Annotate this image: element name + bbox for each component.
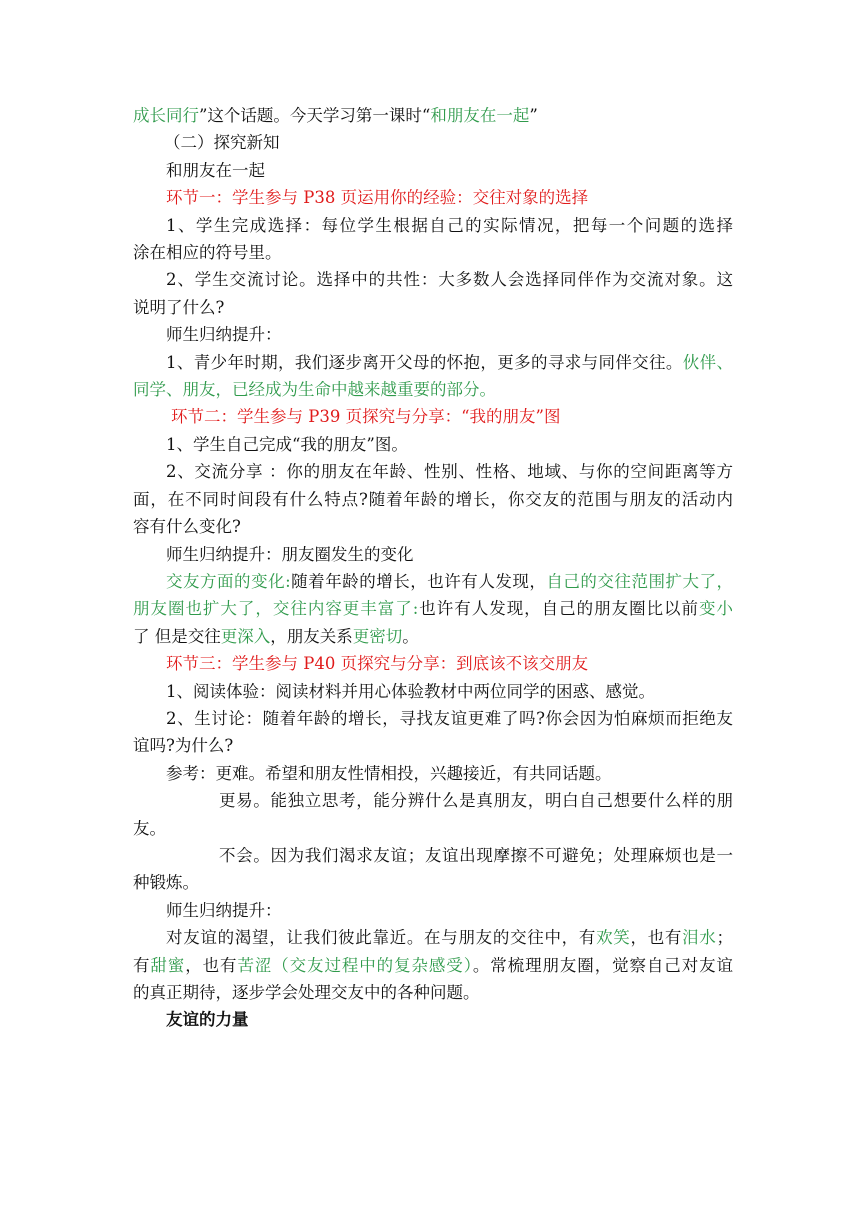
document-body [133,102,733,1034]
text-segment: 1、学生完成选择：每位学生根据自己的实际情况，把每一个问题的选择 [166,215,733,235]
text-line [133,541,733,568]
text-segment: ”这个话题。今天学习第一课时“ [199,106,431,125]
text-line [133,979,733,1006]
text-line [133,431,733,458]
text-segment: 师生归纳提升：朋友圈发生的变化 [166,544,414,564]
text-line [133,349,733,376]
text-line [133,924,733,951]
text-segment: 更易。能独立思考，能分辨什么是真朋友，明白自己想要什么样的朋 [219,791,733,811]
text-segment: 谊吗?为什么? [133,736,234,756]
text-segment: 说明了什么? [133,297,225,317]
text-segment: 涂在相应的符号里。 [133,243,282,263]
step-heading-2 [133,403,733,430]
text-segment: 变小 [699,599,733,619]
text-line [133,102,733,129]
text-line [133,732,733,759]
text-segment: ，朋友关系 [270,626,353,646]
text-segment: 同学、朋友，已经成为生命中越来越重要的部分。 [133,380,496,400]
text-segment: 不会。因为我们渴求友谊；友谊出现摩擦不可避免；处理麻烦也是一 [219,845,733,865]
text-segment: 参考：更难。希望和朋友性情相投，兴趣接近，有共同话题。 [166,763,612,783]
text-line [133,321,733,348]
text-segment: 师生归纳提升： [166,325,282,345]
text-line [133,760,733,787]
text-line [133,239,733,266]
text-segment: 交友方面的变化: [166,571,291,591]
text-segment: 环节三：学生参与 P40 页探究与分享：到底该不该交朋友 [166,654,589,674]
text-segment: 泪水 [682,928,717,948]
text-segment: 。 [402,626,419,646]
text-segment: ； [716,928,733,948]
text-segment: 友谊的力量 [166,1010,249,1030]
text-segment: 1、青少年时期，我们逐步离开父母的怀抱，更多的寻求与同伴交往。 [166,352,683,372]
step-heading-1 [133,184,733,211]
text-segment: 苦涩（交友过程中的复杂感受） [237,955,473,975]
text-line [133,486,733,513]
text-line [133,376,733,403]
section-heading-friendship-power [133,1006,733,1033]
text-segment: 朋友圈也扩大了，交往内容更丰富了: [133,599,419,619]
text-segment: 和朋友在一起 [430,106,530,125]
text-segment: 更深入 [220,626,271,646]
text-line [133,266,733,293]
text-segment: 2、交流分享 ：你的朋友在年龄、性别、性格、地域、与你的空间距离等方 [166,462,733,482]
text-segment: 欢笑 [596,928,631,948]
text-segment: 更密切 [352,626,403,646]
text-segment: 。常梳理朋友圈，觉察自己对友谊 [472,955,734,975]
text-segment: 2、学生交流讨论。选择中的共性：大多数人会选择同伴作为交流对象。这 [166,270,733,290]
step-heading-3 [133,650,733,677]
text-segment: 对友谊的渴望，让我们彼此靠近。在与朋友的交往中，有 [166,928,597,948]
section-heading-explore [133,129,733,156]
text-line [133,595,733,622]
text-line [133,513,733,540]
text-segment: 成长同行 [133,106,199,125]
text-line [133,678,733,705]
text-line [133,568,733,595]
text-segment: 1、学生自己完成“我的朋友”图。 [166,434,408,454]
text-segment: 容有什么变化? [133,517,241,537]
text-segment: 随着年龄的增长，也许有人发现， [290,571,547,591]
text-segment: 2、生讨论：随着年龄的增长，寻找友谊更难了吗?你会因为怕麻烦而拒绝友 [166,708,733,728]
text-segment: ，也有 [630,928,683,948]
subsection-heading [133,157,733,184]
text-segment: 面，在不同时间段有什么特点?随着年龄的增长，你交友的范围与朋友的活动内 [133,489,733,509]
text-line [133,212,733,239]
text-segment: 伙伴、 [682,352,734,372]
text-segment: 有 [133,955,151,975]
text-line [133,897,733,924]
text-segment: （二）探究新知 [164,133,280,153]
text-line [133,815,733,842]
text-line [133,952,733,979]
text-line [133,869,733,896]
text-segment: 种锻炼。 [133,873,199,893]
text-segment: 也许有人发现，自己的朋友圈比以前 [418,599,700,619]
text-segment: 师生归纳提升： [166,900,282,920]
text-segment: ，也有 [185,955,238,975]
text-segment: 环节二：学生参与 P39 页探究与分享：“我的朋友”图 [171,407,561,427]
text-segment: 了 但是交往 [133,626,221,646]
text-line [133,842,733,869]
text-segment: 1、阅读体验：阅读材料并用心体验教材中两位同学的困惑、感觉。 [166,681,655,701]
text-line [133,705,733,732]
text-segment: ” [529,106,538,125]
text-segment: 和朋友在一起 [166,160,265,180]
text-segment: 自己的交往范围扩大了， [546,571,734,591]
text-line [133,787,733,814]
text-segment: 环节一：学生参与 P38 页运用你的经验：交往对象的选择 [166,188,589,208]
text-line [133,458,733,485]
text-segment: 友。 [133,818,166,838]
text-segment: 的真正期待，逐步学会处理交友中的各种问题。 [133,983,480,1002]
text-line [133,294,733,321]
text-line [133,623,733,650]
text-segment: 甜蜜 [150,955,186,975]
